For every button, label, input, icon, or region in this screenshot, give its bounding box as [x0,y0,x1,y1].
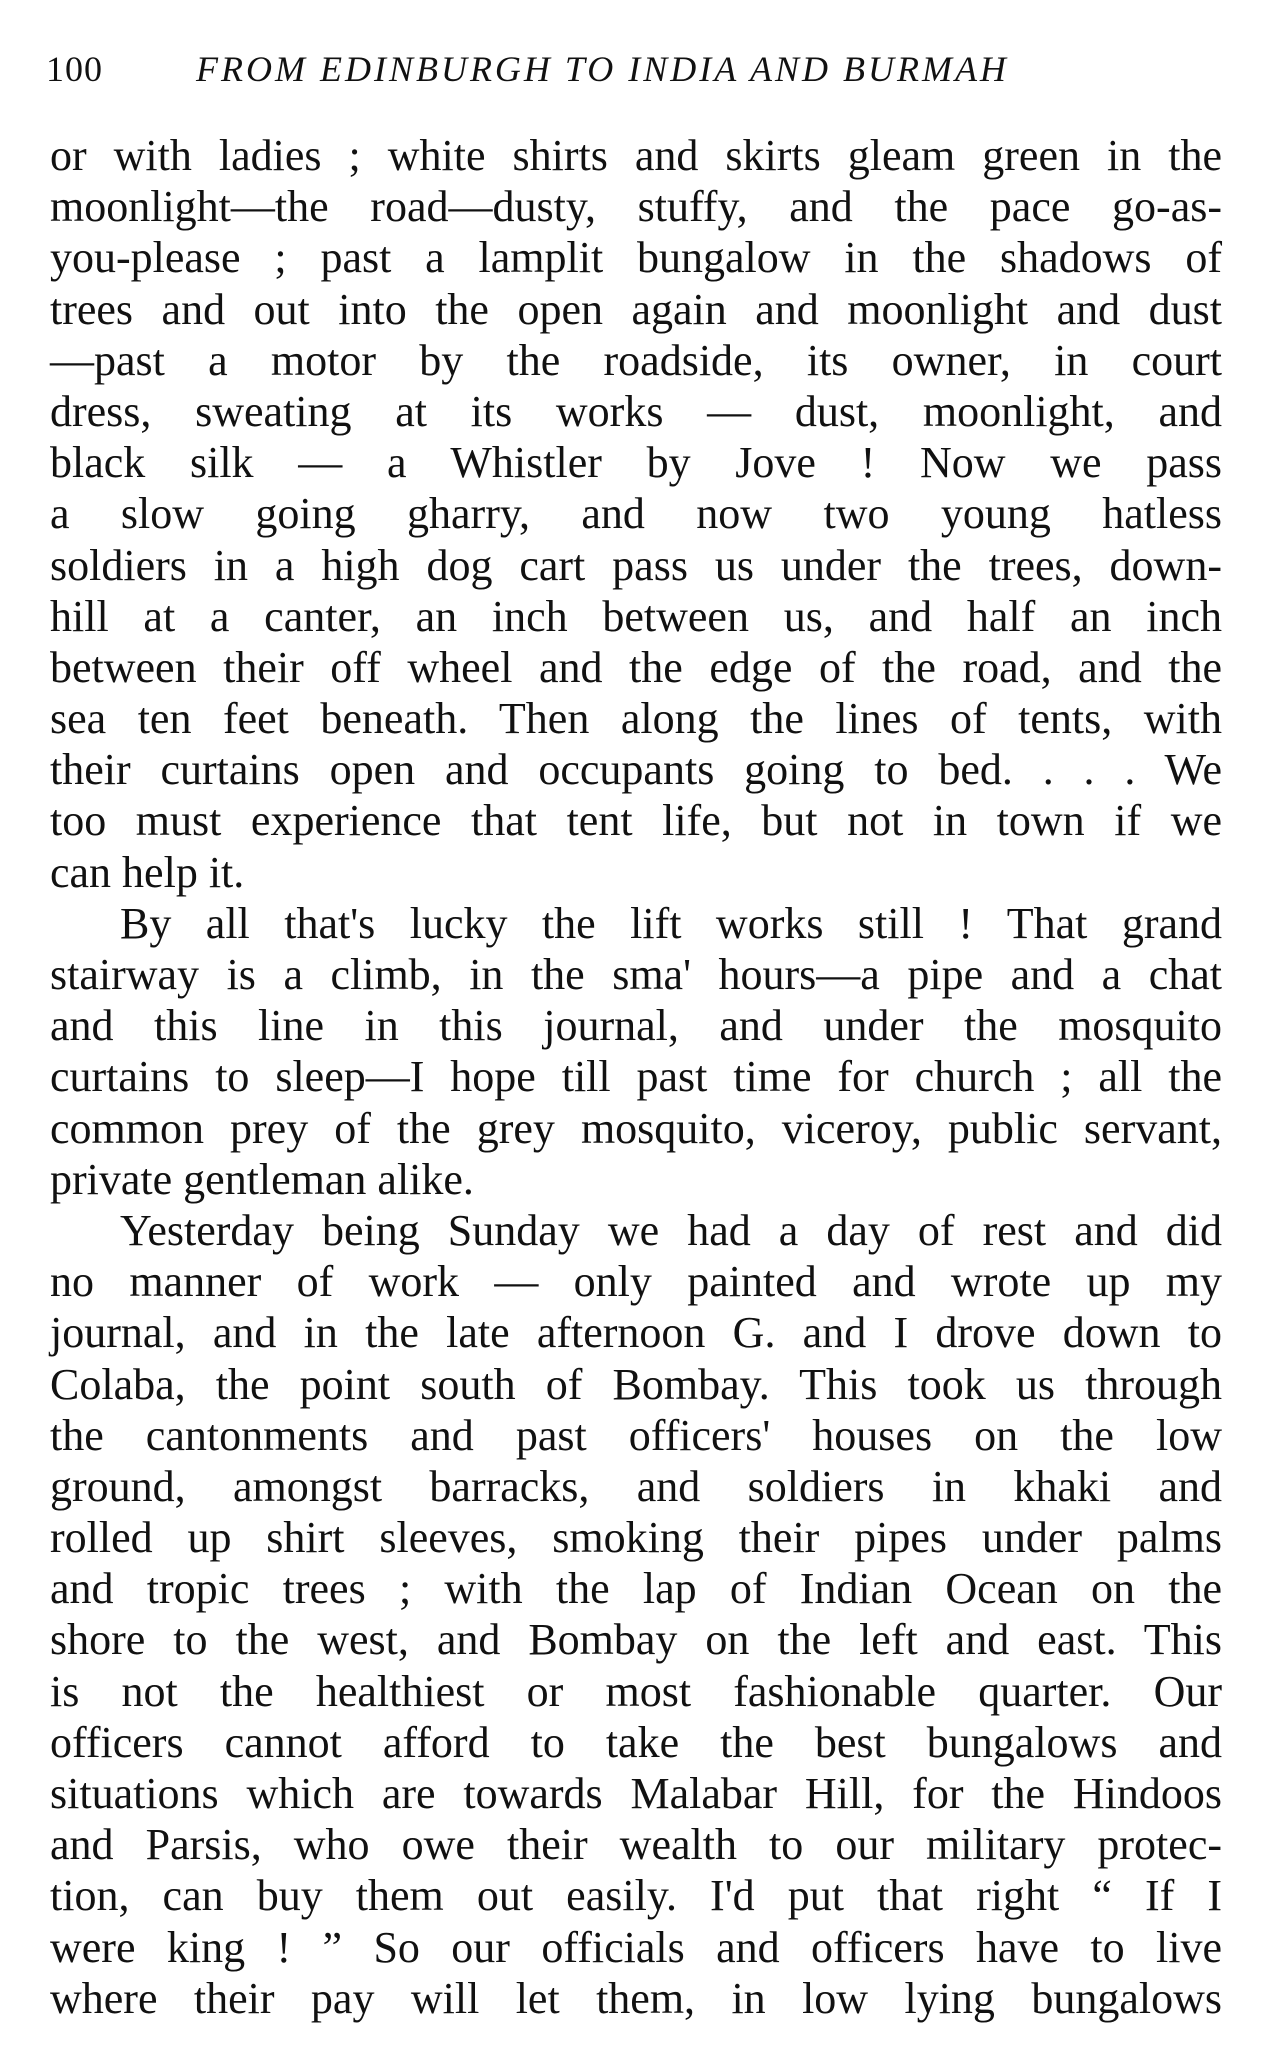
text-line: black silk — a Whistler by Jove ! Now we pass [50,438,1222,488]
text-line: between their off wheel and the edge of the road, and the [50,642,1222,692]
text-line: and tropic trees ; with the lap of Indian Ocean on the [50,1564,1222,1614]
paragraph-end-line: private gentleman alike. [50,1154,474,1204]
text-line: rolled up shirt sleeves, smoking their pipes under palms [50,1513,1222,1563]
text-line: shore to the west, and Bombay on the left and east. This [50,1615,1222,1665]
text-line: Colaba, the point south of Bombay. This took us through [50,1359,1222,1409]
text-line: and Parsis, who owe their wealth to our military protec- [50,1820,1222,1870]
text-line: or with ladies ; white shirts and skirts gleam green in the [50,131,1222,180]
text-line: dress, sweating at its works — dust, moonlight, and [50,386,1222,436]
text-line: stairway is a climb, in the sma' hours—a pipe and a chat [50,950,1222,999]
text-line: common prey of the grey mosquito, viceroy, public servant, [50,1103,1222,1153]
text-line: moonlight—the road—dusty, stuffy, and the pace go-as- [50,182,1222,232]
text-line: sea ten feet beneath. Then along the lines of tents, with [50,694,1222,744]
page-number: 100 [46,49,103,89]
text-line: tion, can buy them out easily. I'd put that right “ If I [50,1871,1222,1921]
text-line: hill at a canter, an inch between us, and half an inch [50,591,1222,641]
text-line: a slow going gharry, and now two young hatless [50,489,1222,539]
text-line: you-please ; past a lamplit bungalow in the shadows of [50,233,1222,283]
text-line: ground, amongst barracks, and soldiers in khaki and [50,1461,1222,1511]
paragraph-end-line: can help it. [50,847,245,897]
text-line: soldiers in a high dog cart pass us under the trees, down- [50,540,1222,590]
text-line: is not the healthiest or most fashionable quarter. Our [50,1666,1222,1716]
text-line: officers cannot afford to take the best bungalows and [50,1717,1222,1767]
text-line: no manner of work — only painted and wrote up my [50,1257,1222,1307]
text-line: their curtains open and occupants going to bed. . . . We [50,745,1222,795]
paragraph-start-line: Yesterday being Sunday we had a day of rest and did [120,1205,1222,1255]
text-line: too must experience that tent life, but not in town if we [50,796,1222,846]
text-line: were king ! ” So our officials and officers have to live [50,1922,1222,1972]
text-line: the cantonments and past officers' houses on the low [50,1410,1222,1460]
paragraph-start-line: By all that's lucky the lift works still ! That grand [120,898,1222,948]
text-line: —past a motor by the roadside, its owner, in court [50,335,1222,385]
text-line: where their pay will let them, in low lying bungalows [50,1973,1222,2023]
body-text [50,130,1222,2024]
running-head [46,48,1226,98]
text-line: situations which are towards Malabar Hill, for the Hindoos [50,1769,1222,1818]
text-line: and this line in this journal, and under the mosquito [50,1001,1222,1051]
text-line: curtains to sleep—I hope till past time for church ; all the [50,1052,1222,1102]
text-line: journal, and in the late afternoon G. and I drove down to [50,1308,1222,1358]
text-line: trees and out into the open again and moonlight and dust [50,284,1222,334]
running-title: FROM EDINBURGH TO INDIA AND BURMAH [196,49,1009,89]
